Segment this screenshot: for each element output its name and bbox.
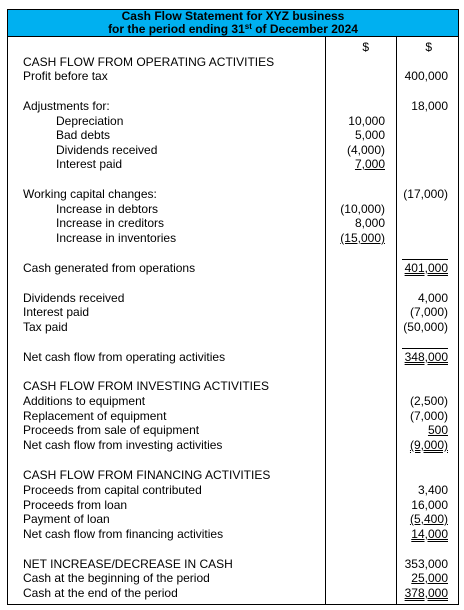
value-col1: 8,000 (354, 216, 385, 230)
section-heading-financing (8, 468, 458, 482)
period-text: for the period ending 31 (108, 22, 245, 36)
row-working-capital (8, 187, 458, 201)
total-rule (402, 348, 448, 349)
value-col2: 16,000 (411, 498, 448, 512)
row-label: Increase in debtors (56, 202, 159, 216)
row-label: Interest paid (23, 305, 90, 319)
value-col2: (7,000) (409, 305, 448, 319)
value-col2: 3,400 (417, 483, 448, 497)
row-cash-generated (8, 261, 458, 275)
row-additions-equipment (8, 394, 458, 408)
value-col2: 14,000 (411, 527, 448, 541)
row-dividends-received-adj (8, 143, 458, 157)
row-label: Working capital changes: (23, 187, 157, 201)
period-text-end: of December 2024 (251, 22, 358, 36)
row-tax-paid (8, 320, 458, 334)
row-label: Additions to equipment (23, 394, 146, 408)
row-increase-debtors (8, 202, 458, 216)
row-label: Dividends received (56, 143, 158, 157)
row-label: Net cash flow from operating activities (23, 350, 226, 364)
row-net-operating (8, 350, 458, 364)
statement-header (8, 10, 458, 37)
statement-period (8, 23, 458, 36)
row-cash-end (8, 586, 458, 600)
row-profit-before-tax (8, 69, 458, 83)
value-col2: 378,000 (404, 586, 448, 600)
value-col1: (15,000) (340, 231, 385, 245)
row-label: Proceeds from capital contributed (23, 483, 202, 497)
currency-label-col2: $ (425, 40, 432, 54)
row-label: Increase in inventories (56, 231, 177, 245)
row-label: Bad debts (56, 128, 111, 142)
row-adjustments (8, 99, 458, 113)
row-label: Cash at the beginning of the period (23, 571, 210, 585)
row-increase-creditors (8, 216, 458, 230)
row-cash-beginning (8, 571, 458, 585)
value-col2: (7,000) (409, 409, 448, 423)
value-col2: 18,000 (411, 99, 448, 113)
currency-label-col1: $ (362, 40, 369, 54)
row-interest-paid (8, 305, 458, 319)
value-col1: 5,000 (354, 128, 385, 142)
value-col2: (2,500) (409, 394, 448, 408)
row-interest-paid-adj (8, 157, 458, 171)
row-dividends-received (8, 291, 458, 305)
row-label: CASH FLOW FROM FINANCING ACTIVITIES (23, 468, 271, 482)
row-proceeds-loan (8, 498, 458, 512)
value-col1: 10,000 (348, 114, 385, 128)
row-label: Profit before tax (23, 69, 108, 83)
row-label: Proceeds from loan (23, 498, 128, 512)
period-ordinal: st (244, 22, 252, 31)
section-heading-operating (8, 55, 458, 69)
row-label: Net cash flow from investing activities (23, 438, 223, 452)
value-col2: 4,000 (417, 291, 448, 305)
row-payment-loan (8, 512, 458, 526)
row-net-investing (8, 438, 458, 452)
value-col2: (50,000) (403, 320, 448, 334)
total-rule (402, 259, 448, 260)
row-label: Payment of loan (23, 512, 110, 526)
row-increase-inventories (8, 231, 458, 245)
row-label: NET INCREASE/DECREASE IN CASH (23, 557, 233, 571)
value-col2: (17,000) (403, 187, 448, 201)
row-capital-contributed (8, 483, 458, 497)
row-label: Proceeds from sale of equipment (23, 423, 200, 437)
row-label: Replacement of equipment (23, 409, 167, 423)
value-col2: 353,000 (404, 557, 448, 571)
value-col1: (10,000) (340, 202, 385, 216)
statement-title: Cash Flow Statement for XYZ business (121, 9, 345, 23)
value-col2: 25,000 (411, 571, 448, 585)
row-label: Increase in creditors (56, 216, 165, 230)
row-label: CASH FLOW FROM OPERATING ACTIVITIES (23, 55, 275, 69)
row-proceeds-sale-equipment (8, 423, 458, 437)
value-col2: (9,000) (409, 438, 448, 452)
row-label: Cash generated from operations (23, 261, 196, 275)
row-label: Adjustments for: (23, 99, 110, 113)
row-net-financing (8, 527, 458, 541)
value-col2: 401,000 (404, 261, 448, 275)
cash-flow-statement (7, 9, 459, 605)
value-col1: 7,000 (354, 157, 385, 171)
row-label: Net cash flow from financing activities (23, 527, 224, 541)
value-col2: (5,400) (409, 512, 448, 526)
row-label: Cash at the end of the period (23, 586, 178, 600)
value-col2: 500 (427, 423, 448, 437)
value-col1: (4,000) (346, 143, 385, 157)
row-label: Depreciation (56, 114, 124, 128)
row-replacement-equipment (8, 409, 458, 423)
section-heading-investing (8, 379, 458, 393)
row-net-change-cash (8, 557, 458, 571)
value-col2: 348,000 (404, 350, 448, 364)
value-col2: 400,000 (404, 69, 448, 83)
row-label: CASH FLOW FROM INVESTING ACTIVITIES (23, 379, 270, 393)
row-label: Tax paid (23, 320, 68, 334)
row-label: Dividends received (23, 291, 125, 305)
row-label: Interest paid (56, 157, 123, 171)
row-bad-debts (8, 128, 458, 142)
row-depreciation (8, 114, 458, 128)
